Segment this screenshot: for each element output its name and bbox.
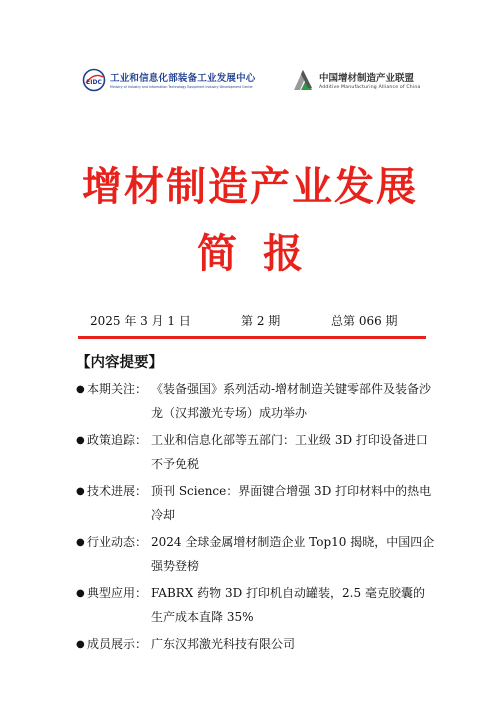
item-label: 成员展示： (87, 637, 148, 651)
list-item (76, 429, 436, 476)
list-item (76, 480, 436, 527)
amac-logo (292, 68, 442, 100)
item-text: 工业和信息化部等五部门：工业级 3D 打印设备进口不予免税 (151, 433, 428, 471)
list-item (76, 531, 436, 578)
item-text: 《装备强国》系列活动-增材制造关键零部件及装备沙龙（汉邦激光专场）成功举办 (151, 382, 432, 420)
amac-logo-icon (292, 68, 314, 92)
list-item (76, 582, 436, 629)
item-label: 行业动态： (87, 535, 148, 549)
issue-number: 第 2 期 (241, 314, 281, 328)
issue-date: 2025 年 3 月 1 日 (90, 314, 191, 328)
list-item (76, 378, 436, 425)
red-divider (78, 336, 426, 339)
eidc-logo (82, 68, 272, 100)
eidc-badge-text: EIDC (86, 79, 102, 86)
summary-heading: 【内容提要】 (76, 355, 163, 371)
bullet-icon: ● (76, 435, 85, 446)
summary-list (76, 378, 436, 661)
bullet-icon: ● (76, 384, 85, 395)
bullet-icon: ● (76, 639, 85, 650)
item-text: 广东汉邦激光科技有限公司 (151, 637, 296, 651)
item-label: 典型应用： (87, 586, 148, 600)
item-text: 顶刊 Science：界面键合增强 3D 打印材料中的热电冷却 (151, 484, 432, 522)
item-label: 本期关注： (87, 382, 148, 396)
amac-name-cn: 中国增材制造产业联盟 (319, 73, 415, 84)
eidc-name-cn: 工业和信息化部装备工业发展中心 (110, 73, 256, 84)
issue-total-number: 总第 066 期 (331, 314, 398, 328)
amac-name-en: Additive Manufacturing Alliance of China (319, 85, 421, 90)
bullet-icon: ● (76, 486, 85, 497)
miit-eidc-logo-icon (82, 68, 106, 92)
bullet-icon: ● (76, 537, 85, 548)
item-label: 政策追踪： (87, 433, 148, 447)
bullet-icon: ● (76, 588, 85, 599)
list-item (76, 633, 436, 657)
bulletin-subtitle: 简报 (197, 230, 329, 277)
bulletin-title: 增材制造产业发展 (82, 163, 418, 210)
item-text: 2024 全球金属增材制造企业 Top10 揭晓，中国四企强势登榜 (151, 535, 435, 573)
eidc-name-en: Ministry of Industry and Information Technology Equipment Industry Development Center (110, 85, 253, 89)
item-text: FABRX 药物 3D 打印机自动罐装，2.5 毫克胶囊的生产成本直降 35% (151, 586, 425, 624)
item-label: 技术进展： (87, 484, 148, 498)
